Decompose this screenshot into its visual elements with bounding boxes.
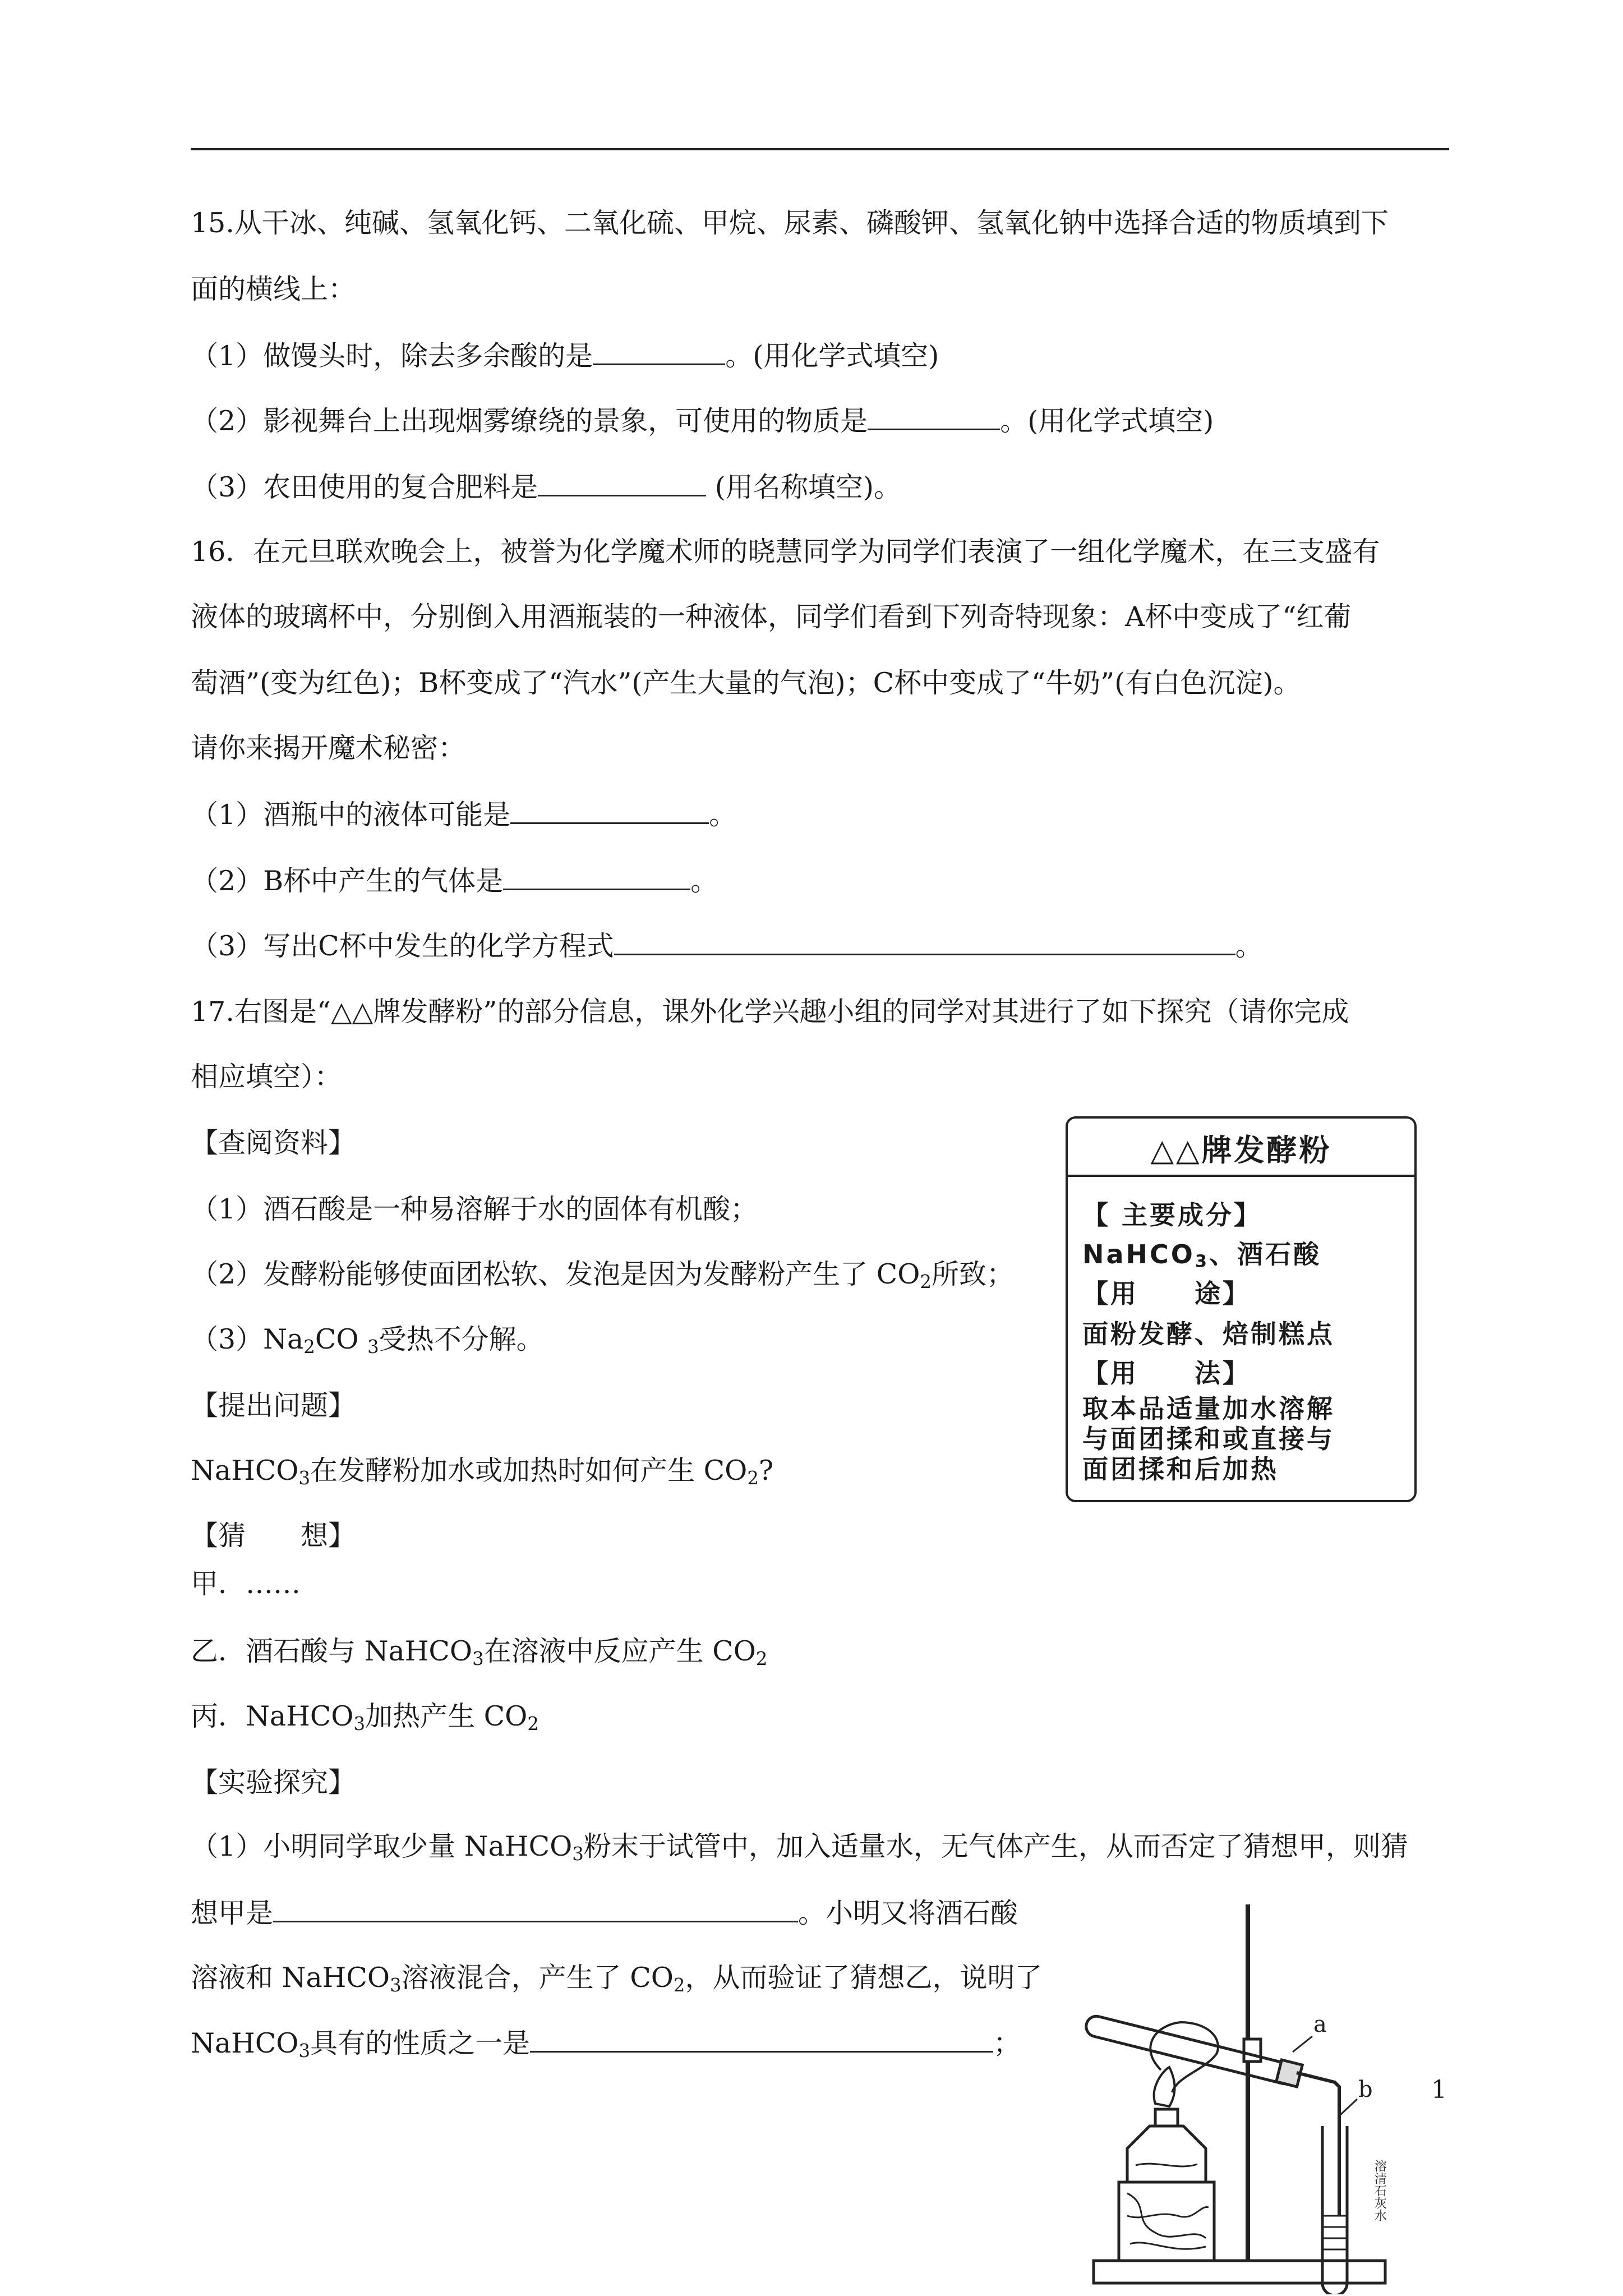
q17-guess-bing-subscript-1: 3 [353, 1713, 366, 1735]
q17-experiment-line1-text: （1）小明同学取少量 NaHCO [191, 1830, 573, 1862]
q17-experiment-line1-text-end: 粉末于试管中，加入适量水，无气体产生，从而否定了猜想甲，则猜 [583, 1830, 1408, 1862]
q17-experiment-line3-text: 溶液和 NaHCO [191, 1962, 390, 1994]
q17-guess-bing-text: 丙．NaHCO [191, 1700, 354, 1732]
q17-guess-bing-text-mid: 加热产生 CO [365, 1700, 528, 1732]
q15-line2: 面的横线上： [191, 273, 356, 305]
q17-experiment-line4 [191, 2026, 1021, 2068]
q17-guess-heading: 【猜 想】 [191, 1520, 356, 1552]
q17-guess-yi-subscript-2: 2 [755, 1648, 768, 1670]
q17-experiment-line1-subscript: 3 [572, 1843, 584, 1865]
q17-experiment-line4-text: NaHCO [191, 2027, 299, 2059]
q17-experiment-line2 [191, 1896, 1018, 1930]
q15-part3 [191, 470, 901, 504]
q16-part3-answer-blank[interactable] [614, 929, 1235, 955]
q15-line1: 15.从干冰、纯碱、氢氧化钙、二氧化硫、甲烷、尿素、磷酸钾、氢氧化钠中选择合适的物质填到下 [191, 207, 1389, 239]
q17-reference-1: （1）酒石酸是一种易溶解于水的固体有机酸； [191, 1193, 758, 1225]
q17-guess-jia: 甲．…… [191, 1568, 301, 1600]
q15-part3-answer-blank[interactable] [538, 470, 706, 496]
q17-question [191, 1454, 773, 1495]
q17-question-text-mid: 在发酵粉加水或加热时如何产生 CO [310, 1455, 748, 1487]
q15-part1-suffix: 。(用化学式填空) [725, 340, 939, 372]
q17-experiment-heading: 【实验探究】 [191, 1766, 356, 1798]
q15-part3-prompt: （3）农田使用的复合肥料是 [191, 471, 538, 503]
q16-part2-prompt: （2）B杯中产生的气体是 [191, 865, 504, 897]
q16-part2-answer-blank[interactable] [503, 864, 690, 890]
q16-part1 [191, 798, 736, 832]
page-number: 1 [1431, 2076, 1447, 2104]
q16-part3-suffix: 。 [1235, 930, 1263, 962]
clamp [1244, 2039, 1261, 2062]
q16-part1-suffix: 。 [709, 799, 737, 831]
use-value: 面粉发酵、焙制糕点 [1082, 1319, 1335, 1349]
q17-experiment-line3-text-end: ，从而验证了猜想乙，说明了 [685, 1962, 1043, 1994]
q16-line4: 请你来揭开魔术秘密： [191, 732, 466, 764]
q16-part1-answer-blank[interactable] [510, 798, 709, 824]
label-a: a [1313, 2012, 1327, 2037]
q17-line2: 相应填空）： [191, 1061, 342, 1093]
q17-line1: 17.右图是“△△牌发酵粉”的部分信息，课外化学兴趣小组的同学对其进行了如下探究（请你完成 [191, 996, 1349, 1028]
ingredients-value [1082, 1234, 1321, 1272]
q17-reference-3-text: （3）Na [191, 1323, 304, 1355]
q17-experiment-line4-subscript: 3 [298, 2040, 311, 2062]
method-line2: 与面团揉和或直接与 [1082, 1424, 1335, 1454]
q16-part3-prompt: （3）写出C杯中发生的化学方程式 [191, 930, 614, 962]
q17-question-subscript-2: 2 [747, 1467, 759, 1489]
use-heading: 【用 途】 [1082, 1278, 1251, 1309]
method-line1: 取本品适量加水溶解 [1082, 1393, 1335, 1424]
q17-reference-heading: 【查阅资料】 [191, 1127, 356, 1159]
q17-reference-3-subscript-1: 2 [303, 1336, 315, 1358]
q16-line1: 16．在元旦联欢晚会上，被誉为化学魔术师的晓慧同学为同学们表演了一组化学魔术，在三支盛有 [191, 536, 1380, 568]
q16-line2: 液体的玻璃杯中，分别倒入用酒瓶装的一种液体，同学们看到下列奇特现象：A杯中变成了“红葡 [191, 601, 1352, 633]
q17-guess-yi-subscript-1: 3 [472, 1648, 484, 1670]
q17-question-text-end: ? [758, 1455, 774, 1487]
q17-reference-2 [191, 1258, 1014, 1299]
q17-experiment-line4-text-mid: 具有的性质之一是 [310, 2027, 531, 2059]
q16-part2 [191, 864, 718, 898]
q15-part1-answer-blank[interactable] [593, 339, 725, 365]
q16-part1-prompt: （1）酒瓶中的液体可能是 [191, 799, 511, 831]
q17-guess-bing [191, 1700, 539, 1741]
q17-reference-3-subscript-2: 3 [367, 1336, 379, 1358]
q15-part1-prompt: （1）做馒头时，除去多余酸的是 [191, 340, 593, 372]
q17-guess-yi-text: 乙．酒石酸与 NaHCO [191, 1635, 473, 1667]
q15-part2-answer-blank[interactable] [868, 404, 1000, 430]
q17-guess-bing-subscript-2: 2 [527, 1713, 539, 1735]
q15-part2 [191, 404, 1214, 438]
q17-guess-yi [191, 1635, 767, 1676]
label-a-leader [1293, 2036, 1312, 2052]
q17-experiment-line3 [191, 1961, 1042, 2002]
q16-line3: 萄酒”(变为红色)；B杯变成了“汽水”(产生大量的气泡)；C杯中变成了“牛奶”(有白色沉淀)。 [191, 667, 1301, 699]
q15-part3-suffix: (用名称填空)。 [706, 471, 901, 503]
q17-experiment-line2-text: 想甲是 [191, 1897, 274, 1929]
q15-part1 [191, 339, 939, 373]
alcohol-lamp [1127, 2109, 1206, 2182]
q17-reference-2-subscript: 2 [920, 1271, 932, 1293]
q17-question-subscript-1: 3 [298, 1467, 311, 1489]
label-b: b [1358, 2077, 1373, 2102]
q17-question-heading: 【提出问题】 [191, 1389, 356, 1421]
q17-question-text: NaHCO [191, 1455, 299, 1487]
q17-reference-3 [191, 1323, 544, 1364]
q15-part2-prompt: （2）影视舞台上出现烟雾缭绕的景象，可使用的物质是 [191, 405, 868, 437]
q17-experiment-line2-text-end: 。小明又将酒石酸 [798, 1897, 1018, 1929]
product-info-box [1066, 1116, 1417, 1502]
q17-experiment-line3-text-mid: 溶液混合，产生了 CO [401, 1962, 674, 1994]
ingredients-heading: 【 主要成分】 [1082, 1200, 1262, 1230]
ingredients-value-text-end: 、酒石酸 [1209, 1239, 1322, 1269]
heating-apparatus-figure [1066, 1902, 1436, 2294]
q17-reference-2-text-end: 所致； [932, 1258, 1015, 1290]
test-tube [1086, 2016, 1302, 2087]
q16-part2-suffix: 。 [690, 865, 718, 897]
q17-guess-jia-answer-blank[interactable] [273, 1896, 798, 1922]
q17-property-answer-blank[interactable] [530, 2026, 993, 2053]
q17-guess-yi-text-mid: 在溶液中反应产生 CO [483, 1635, 756, 1667]
q17-experiment-line4-text-end: ； [993, 2027, 1021, 2059]
product-info-divider [1068, 1175, 1414, 1177]
wooden-block [1119, 2182, 1214, 2261]
lime-water-label: 溶清石灰水 [1372, 2160, 1387, 2221]
q17-reference-3-text-mid: CO [315, 1323, 368, 1355]
q17-experiment-line1 [191, 1830, 1408, 1871]
product-info-title: △△牌发酵粉 [1150, 1133, 1332, 1168]
inner-flame [1154, 2067, 1175, 2106]
header-rule [191, 148, 1449, 150]
method-line3: 面团揉和后加热 [1082, 1454, 1279, 1484]
q15-part2-suffix: 。(用化学式填空) [1000, 405, 1214, 437]
stand-base [1094, 2261, 1385, 2283]
label-b-leader [1340, 2099, 1357, 2115]
q17-reference-3-text-end: 受热不分解。 [379, 1323, 544, 1355]
ingredients-value-subscript: 3 [1195, 1251, 1210, 1272]
q17-experiment-line3-subscript-2: 2 [673, 1975, 685, 1996]
q16-part3 [191, 929, 1263, 963]
ingredients-value-text: NaHCO [1082, 1239, 1195, 1269]
q17-experiment-line3-subscript-1: 3 [390, 1975, 402, 1996]
method-heading: 【用 法】 [1082, 1358, 1251, 1388]
delivery-tube [1297, 2073, 1339, 2216]
q17-reference-2-text: （2）发酵粉能够使面团松软、发泡是因为发酵粉产生了 CO [191, 1258, 920, 1290]
